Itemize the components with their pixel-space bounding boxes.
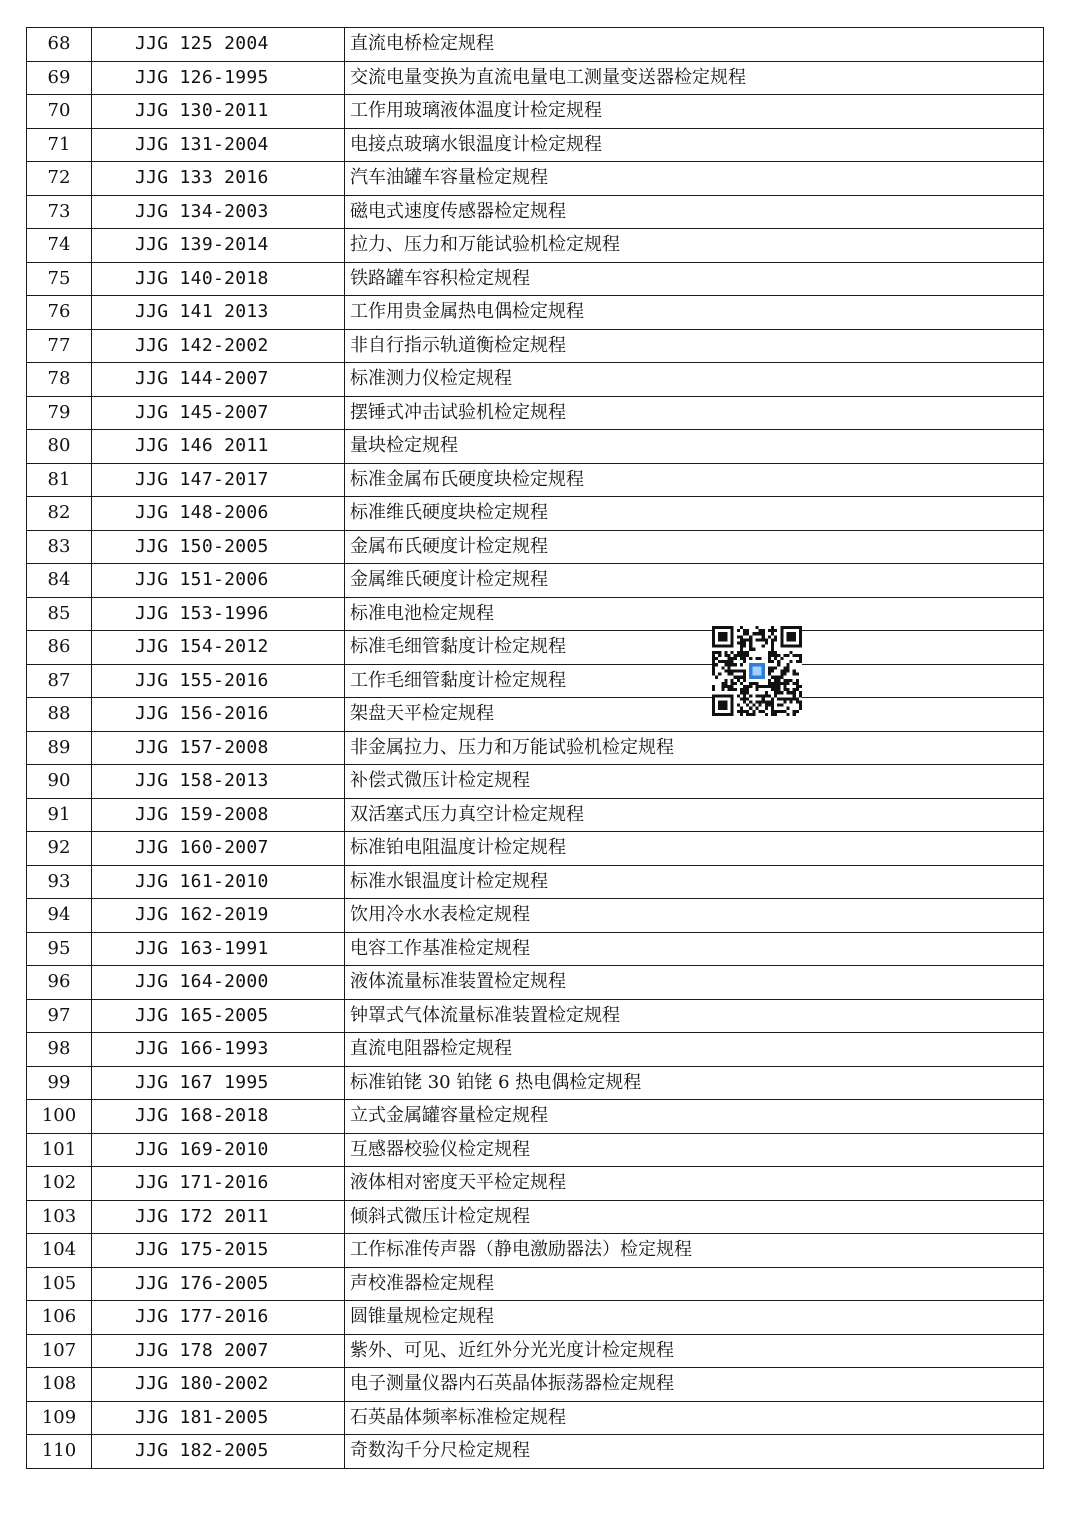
regulation-name: 紫外、可见、近红外分光光度计检定规程 [345,1334,1044,1368]
standard-code: JJG 175-2015 [92,1234,345,1268]
row-number: 107 [27,1334,92,1368]
standard-code: JJG 153-1996 [92,597,345,631]
table-row [27,664,1044,698]
regulation-name: 工作用贵金属热电偶检定规程 [345,296,1044,330]
standard-code: JJG 139-2014 [92,229,345,263]
qr-code-icon [712,626,802,716]
regulation-name: 非金属拉力、压力和万能试验机检定规程 [345,731,1044,765]
regulation-name: 石英晶体频率标准检定规程 [345,1401,1044,1435]
table-row [27,296,1044,330]
table-row [27,1267,1044,1301]
regulation-name: 液体相对密度天平检定规程 [345,1167,1044,1201]
regulation-name: 标准金属布氏硬度块检定规程 [345,463,1044,497]
table-row [27,731,1044,765]
standard-code: JJG 182-2005 [92,1435,345,1469]
table-row [27,564,1044,598]
row-number: 104 [27,1234,92,1268]
regulation-table [26,27,1044,1469]
row-number: 70 [27,95,92,129]
table-row [27,597,1044,631]
table-row [27,1066,1044,1100]
table-row [27,128,1044,162]
table-row [27,631,1044,665]
row-number: 98 [27,1033,92,1067]
table-row [27,329,1044,363]
regulation-name: 互感器校验仪检定规程 [345,1133,1044,1167]
table-row [27,698,1044,732]
row-number: 102 [27,1167,92,1201]
regulation-name: 摆锤式冲击试验机检定规程 [345,396,1044,430]
qr-code-graphic [712,626,802,716]
table-row [27,1033,1044,1067]
table-row [27,1301,1044,1335]
row-number: 71 [27,128,92,162]
standard-code: JJG 140-2018 [92,262,345,296]
row-number: 75 [27,262,92,296]
regulation-name: 拉力、压力和万能试验机检定规程 [345,229,1044,263]
table-row [27,262,1044,296]
table-row [27,765,1044,799]
standard-code: JJG 161-2010 [92,865,345,899]
row-number: 100 [27,1100,92,1134]
table-row [27,28,1044,62]
row-number: 82 [27,497,92,531]
regulation-name: 声校准器检定规程 [345,1267,1044,1301]
standard-code: JJG 164-2000 [92,966,345,1000]
table-row [27,497,1044,531]
table-row [27,363,1044,397]
row-number: 103 [27,1200,92,1234]
row-number: 109 [27,1401,92,1435]
row-number: 91 [27,798,92,832]
standard-code: JJG 162-2019 [92,899,345,933]
regulation-name: 金属维氏硬度计检定规程 [345,564,1044,598]
table-row [27,396,1044,430]
row-number: 92 [27,832,92,866]
standard-code: JJG 146 2011 [92,430,345,464]
row-number: 99 [27,1066,92,1100]
standard-code: JJG 130-2011 [92,95,345,129]
row-number: 80 [27,430,92,464]
regulation-name: 工作用玻璃液体温度计检定规程 [345,95,1044,129]
table-row [27,1167,1044,1201]
table-row [27,899,1044,933]
standard-code: JJG 158-2013 [92,765,345,799]
regulation-name: 双活塞式压力真空计检定规程 [345,798,1044,832]
regulation-name: 标准测力仪检定规程 [345,363,1044,397]
table-row [27,61,1044,95]
row-number: 72 [27,162,92,196]
regulation-name: 补偿式微压计检定规程 [345,765,1044,799]
standard-code: JJG 134-2003 [92,195,345,229]
regulation-name: 标准铂铑 30 铂铑 6 热电偶检定规程 [345,1066,1044,1100]
standard-code: JJG 177-2016 [92,1301,345,1335]
standard-code: JJG 168-2018 [92,1100,345,1134]
table-row [27,1100,1044,1134]
standard-code: JJG 166-1993 [92,1033,345,1067]
standard-code: JJG 165-2005 [92,999,345,1033]
regulation-name: 铁路罐车容积检定规程 [345,262,1044,296]
table-row [27,1401,1044,1435]
row-number: 69 [27,61,92,95]
row-number: 86 [27,631,92,665]
standard-code: JJG 181-2005 [92,1401,345,1435]
regulation-name: 工作毛细管黏度计检定规程 [345,664,1044,698]
standard-code: JJG 157-2008 [92,731,345,765]
regulation-name: 饮用冷水水表检定规程 [345,899,1044,933]
row-number: 105 [27,1267,92,1301]
regulation-name: 金属布氏硬度计检定规程 [345,530,1044,564]
row-number: 101 [27,1133,92,1167]
row-number: 73 [27,195,92,229]
regulation-name: 直流电阻器检定规程 [345,1033,1044,1067]
table-row [27,1435,1044,1469]
standard-code: JJG 176-2005 [92,1267,345,1301]
standard-code: JJG 155-2016 [92,664,345,698]
standard-code: JJG 171-2016 [92,1167,345,1201]
standard-code: JJG 145-2007 [92,396,345,430]
table-row [27,162,1044,196]
regulation-name: 标准电池检定规程 [345,597,1044,631]
row-number: 97 [27,999,92,1033]
table-row [27,999,1044,1033]
standard-code: JJG 142-2002 [92,329,345,363]
table-row [27,195,1044,229]
table-row [27,932,1044,966]
table-row [27,95,1044,129]
table-row [27,1234,1044,1268]
row-number: 76 [27,296,92,330]
standard-code: JJG 154-2012 [92,631,345,665]
regulation-name: 标准维氏硬度块检定规程 [345,497,1044,531]
regulation-name: 立式金属罐容量检定规程 [345,1100,1044,1134]
row-number: 79 [27,396,92,430]
standard-code: JJG 167 1995 [92,1066,345,1100]
regulation-name: 非自行指示轨道衡检定规程 [345,329,1044,363]
row-number: 95 [27,932,92,966]
table-row [27,1334,1044,1368]
table-row [27,798,1044,832]
table-row [27,966,1044,1000]
row-number: 106 [27,1301,92,1335]
table-row [27,832,1044,866]
row-number: 81 [27,463,92,497]
regulation-name: 磁电式速度传感器检定规程 [345,195,1044,229]
row-number: 88 [27,698,92,732]
standard-code: JJG 126-1995 [92,61,345,95]
standard-code: JJG 150-2005 [92,530,345,564]
row-number: 74 [27,229,92,263]
standard-code: JJG 156-2016 [92,698,345,732]
table-row [27,1200,1044,1234]
standard-code: JJG 131-2004 [92,128,345,162]
row-number: 89 [27,731,92,765]
row-number: 85 [27,597,92,631]
table-row [27,229,1044,263]
regulation-name: 直流电桥检定规程 [345,28,1044,62]
table-row [27,1133,1044,1167]
row-number: 83 [27,530,92,564]
row-number: 90 [27,765,92,799]
row-number: 108 [27,1368,92,1402]
standard-code: JJG 160-2007 [92,832,345,866]
regulation-name: 电容工作基准检定规程 [345,932,1044,966]
regulation-name: 汽车油罐车容量检定规程 [345,162,1044,196]
regulation-name: 工作标准传声器（静电激励器法）检定规程 [345,1234,1044,1268]
table-row [27,430,1044,464]
table-row [27,1368,1044,1402]
regulation-name: 量块检定规程 [345,430,1044,464]
standard-code: JJG 178 2007 [92,1334,345,1368]
standard-code: JJG 159-2008 [92,798,345,832]
regulation-name: 倾斜式微压计检定规程 [345,1200,1044,1234]
row-number: 93 [27,865,92,899]
standard-code: JJG 141 2013 [92,296,345,330]
row-number: 84 [27,564,92,598]
regulation-table-body [27,28,1044,1469]
standard-code: JJG 172 2011 [92,1200,345,1234]
standard-code: JJG 125 2004 [92,28,345,62]
row-number: 77 [27,329,92,363]
standard-code: JJG 169-2010 [92,1133,345,1167]
table-row [27,530,1044,564]
row-number: 68 [27,28,92,62]
standard-code: JJG 133 2016 [92,162,345,196]
regulation-name: 电子测量仪器内石英晶体振荡器检定规程 [345,1368,1044,1402]
row-number: 96 [27,966,92,1000]
table-row [27,865,1044,899]
row-number: 94 [27,899,92,933]
row-number: 87 [27,664,92,698]
regulation-name: 圆锥量规检定规程 [345,1301,1044,1335]
standard-code: JJG 147-2017 [92,463,345,497]
standard-code: JJG 180-2002 [92,1368,345,1402]
regulation-name: 液体流量标准装置检定规程 [345,966,1044,1000]
row-number: 110 [27,1435,92,1469]
regulation-name: 架盘天平检定规程 [345,698,1044,732]
regulation-name: 电接点玻璃水银温度计检定规程 [345,128,1044,162]
regulation-name: 奇数沟千分尺检定规程 [345,1435,1044,1469]
standard-code: JJG 151-2006 [92,564,345,598]
regulation-name: 交流电量变换为直流电量电工测量变送器检定规程 [345,61,1044,95]
standard-code: JJG 163-1991 [92,932,345,966]
regulation-name: 标准铂电阻温度计检定规程 [345,832,1044,866]
standard-code: JJG 148-2006 [92,497,345,531]
regulation-name: 标准毛细管黏度计检定规程 [345,631,1044,665]
regulation-name: 标准水银温度计检定规程 [345,865,1044,899]
table-row [27,463,1044,497]
row-number: 78 [27,363,92,397]
regulation-name: 钟罩式气体流量标准装置检定规程 [345,999,1044,1033]
standard-code: JJG 144-2007 [92,363,345,397]
